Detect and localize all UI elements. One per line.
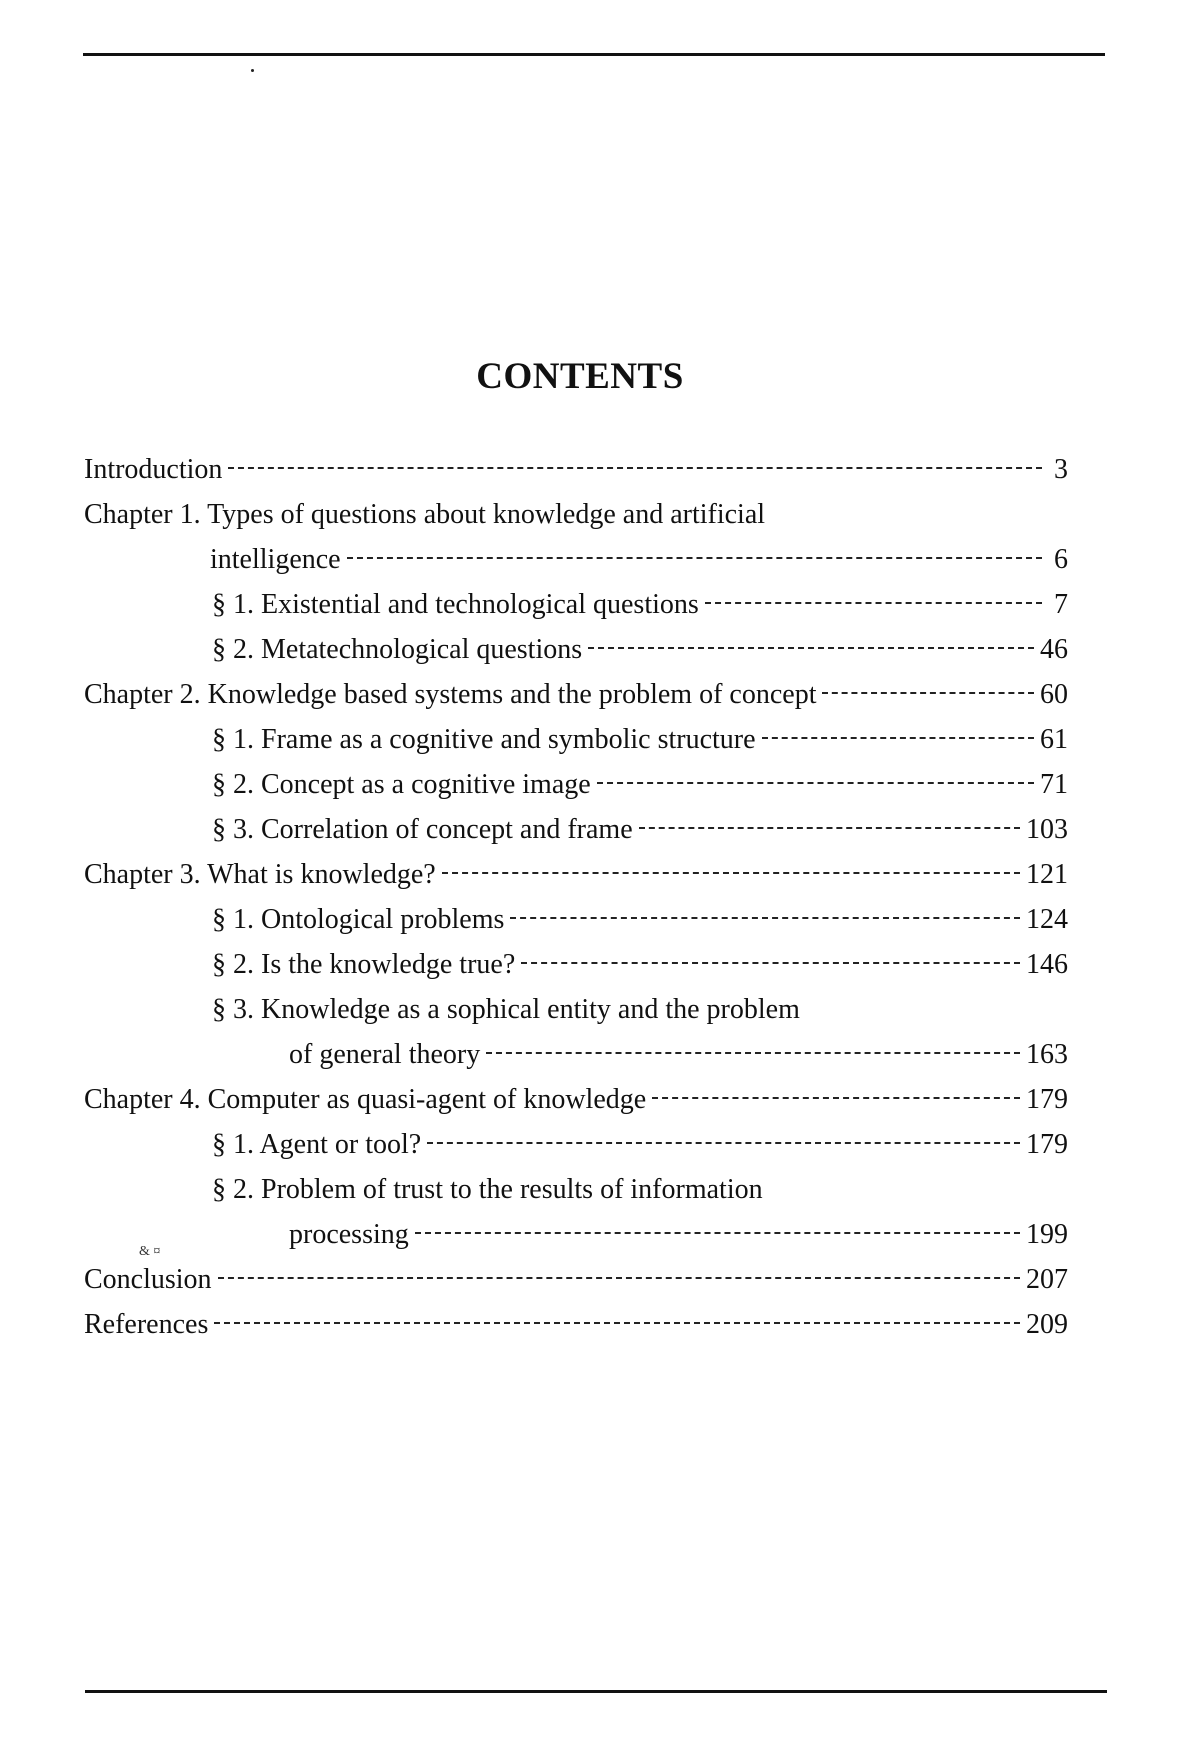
toc-entry-1-2[interactable] bbox=[84, 630, 1068, 670]
toc-entry-3-3[interactable] bbox=[84, 990, 1068, 1030]
toc-page-number: 61 bbox=[1040, 724, 1068, 755]
dot-leader bbox=[510, 917, 1020, 919]
toc-entry-4-1[interactable] bbox=[84, 1125, 1068, 1165]
toc-page-number: 3 bbox=[1054, 454, 1068, 485]
bottom-rule bbox=[85, 1690, 1107, 1693]
toc-page-number: 179 bbox=[1026, 1084, 1068, 1115]
dot-leader bbox=[705, 602, 1042, 604]
toc-entry-1-1[interactable] bbox=[84, 585, 1068, 625]
dot-leader bbox=[427, 1142, 1020, 1144]
toc-entry-label: § 1. Existential and technological questions bbox=[212, 589, 699, 620]
toc-entry-chapter-1-cont[interactable] bbox=[84, 540, 1068, 580]
dot-leader bbox=[597, 782, 1034, 784]
toc-entry-label: Chapter 4. Computer as quasi-agent of knowledge bbox=[84, 1084, 647, 1115]
toc-entry-label: of general theory bbox=[289, 1039, 481, 1070]
toc-entry-4-2-cont[interactable] bbox=[84, 1215, 1068, 1255]
toc-entry-label: § 2. Problem of trust to the results of information bbox=[212, 1174, 763, 1205]
toc-page-number: 71 bbox=[1040, 769, 1068, 800]
toc-entry-label: § 3. Correlation of concept and frame bbox=[212, 814, 633, 845]
toc-page-number: 163 bbox=[1026, 1039, 1068, 1070]
toc-entry-3-1[interactable] bbox=[84, 900, 1068, 940]
toc-page-number: 60 bbox=[1040, 679, 1068, 710]
dot-leader bbox=[214, 1322, 1020, 1324]
dot-leader bbox=[822, 692, 1034, 694]
dot-leader bbox=[652, 1097, 1020, 1099]
dot-leader bbox=[218, 1277, 1020, 1279]
toc-page-number: 207 bbox=[1026, 1264, 1068, 1295]
dot-leader bbox=[762, 737, 1034, 739]
toc-page-number: 209 bbox=[1026, 1309, 1068, 1340]
toc-page-number: 7 bbox=[1054, 589, 1068, 620]
toc-entry-2-1[interactable] bbox=[84, 720, 1068, 760]
toc-entry-label: Chapter 1. Types of questions about knowledge and artificial bbox=[84, 499, 766, 530]
toc-entry-label: processing bbox=[289, 1219, 409, 1250]
top-rule bbox=[83, 53, 1105, 56]
toc-entry-2-2[interactable] bbox=[84, 765, 1068, 805]
toc-page-number: 46 bbox=[1040, 634, 1068, 665]
toc-entry-label: Introduction bbox=[84, 454, 223, 485]
toc-entry-label: § 2. Metatechnological questions bbox=[212, 634, 583, 665]
dot-leader bbox=[521, 962, 1020, 964]
dot-leader bbox=[486, 1052, 1020, 1054]
toc-entry-label: § 2. Concept as a cognitive image bbox=[212, 769, 591, 800]
toc-entry-references[interactable] bbox=[84, 1305, 1068, 1345]
toc-entry-label: Chapter 2. Knowledge based systems and the problem of concept bbox=[84, 679, 817, 710]
page-title: CONTENTS bbox=[476, 356, 684, 397]
toc-entry-introduction[interactable] bbox=[84, 450, 1068, 490]
print-speck bbox=[251, 69, 254, 72]
toc-page-number: 103 bbox=[1026, 814, 1068, 845]
toc-page-number: 199 bbox=[1026, 1219, 1068, 1250]
toc-entry-label: § 1. Ontological problems bbox=[212, 904, 505, 935]
margin-mark: & ¤ bbox=[139, 1244, 161, 1259]
toc-entry-4-2[interactable] bbox=[84, 1170, 1068, 1210]
toc-page-number: 6 bbox=[1054, 544, 1068, 575]
toc-entry-label: § 1. Agent or tool? bbox=[212, 1129, 422, 1160]
toc-entry-3-2[interactable] bbox=[84, 945, 1068, 985]
toc-entry-2-3[interactable] bbox=[84, 810, 1068, 850]
dot-leader bbox=[347, 557, 1042, 559]
toc-entry-label: § 2. Is the knowledge true? bbox=[212, 949, 516, 980]
toc-entry-chapter-1[interactable] bbox=[84, 495, 1068, 535]
toc-entry-label: Conclusion bbox=[84, 1264, 212, 1295]
dot-leader bbox=[442, 872, 1020, 874]
toc-page-number: 124 bbox=[1026, 904, 1068, 935]
toc-entry-conclusion[interactable] bbox=[84, 1260, 1068, 1300]
toc-entry-label: intelligence bbox=[210, 544, 341, 575]
toc-entry-3-3-cont[interactable] bbox=[84, 1035, 1068, 1075]
toc-page-number: 146 bbox=[1026, 949, 1068, 980]
toc-entry-label: § 1. Frame as a cognitive and symbolic structure bbox=[212, 724, 756, 755]
toc-page-number: 121 bbox=[1026, 859, 1068, 890]
toc-page-number: 179 bbox=[1026, 1129, 1068, 1160]
toc-entry-label: § 3. Knowledge as a sophical entity and the problem bbox=[212, 994, 800, 1025]
toc-entry-chapter-4[interactable] bbox=[84, 1080, 1068, 1120]
toc-entry-label: Chapter 3. What is knowledge? bbox=[84, 859, 436, 890]
dot-leader bbox=[415, 1232, 1020, 1234]
toc-entry-chapter-2[interactable] bbox=[84, 675, 1068, 715]
dot-leader bbox=[588, 647, 1034, 649]
dot-leader bbox=[228, 467, 1042, 469]
toc-entry-chapter-3[interactable] bbox=[84, 855, 1068, 895]
dot-leader bbox=[639, 827, 1020, 829]
toc-entry-label: References bbox=[84, 1309, 209, 1340]
